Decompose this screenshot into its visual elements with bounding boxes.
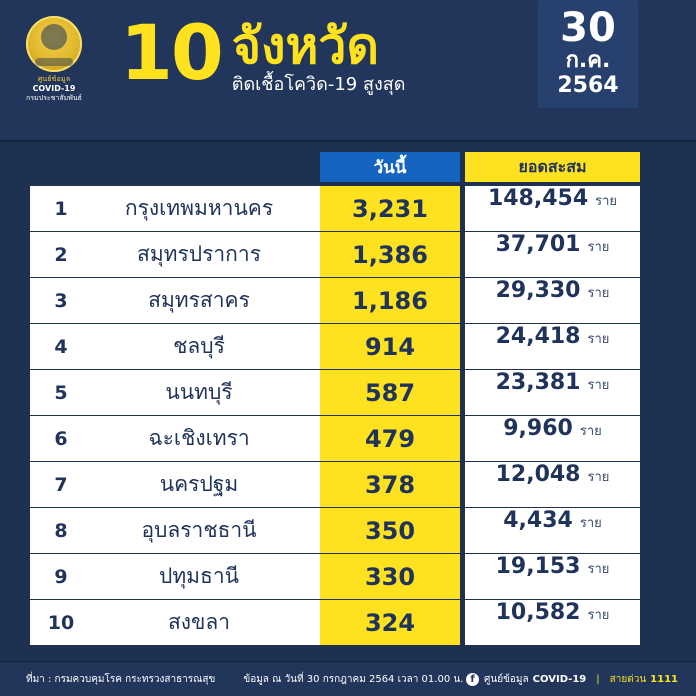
total-unit: ราย [579,424,602,439]
cell-today-cases: 1,186 [320,278,460,323]
page-title: จังหวัด [231,17,379,75]
cell-rank: 7 [30,462,92,507]
cell-rank: 3 [30,278,92,323]
cell-rank: 2 [30,232,92,277]
date-month: ก.ค. [565,48,611,73]
header [0,0,696,142]
cell-rank: 1 [30,186,92,231]
hotline-number: 1111 [650,673,678,685]
cell-total-cases [465,508,640,553]
facebook-icon[interactable]: f [466,673,479,686]
date-badge [538,0,638,108]
date-year: 2564 [557,73,619,98]
facebook-label: ศูนย์ข้อมูล [484,673,529,685]
total-unit: ราย [587,378,610,393]
logo-block [12,16,96,103]
garuda-emblem-icon [26,16,82,72]
cell-rank: 8 [30,508,92,553]
total-value: 12,048 [495,462,581,487]
cell-total-cases [465,600,640,645]
total-unit: ราย [579,516,602,531]
cell-total-cases [465,186,640,231]
table-row [30,324,666,369]
total-value: 9,960 [503,416,573,441]
logo-line2: COVID-19 [32,84,76,93]
total-value: 24,418 [495,324,581,349]
footer [0,661,696,696]
cell-total-cases [465,370,640,415]
table-body [30,186,666,645]
cell-today-cases: 350 [320,508,460,553]
cell-rank: 5 [30,370,92,415]
table-row [30,186,666,231]
total-unit: ราย [595,194,618,209]
table-row [30,416,666,461]
cell-province-name: อุบลราชธานี [92,508,320,553]
table-row [30,232,666,277]
cell-rank: 6 [30,416,92,461]
cell-today-cases: 914 [320,324,460,369]
total-value: 37,701 [495,232,581,257]
cell-province-name: ฉะเชิงเทรา [92,416,320,461]
total-value: 10,582 [495,600,581,625]
total-unit: ราย [587,286,610,301]
cell-today-cases: 479 [320,416,460,461]
cell-province-name: ปทุมธานี [92,554,320,599]
footer-data-time: ข้อมูล ณ วันที่ 30 กรกฎาคม 2564 เวลา 01.00 น. [243,673,464,685]
cell-today-cases: 330 [320,554,460,599]
cell-total-cases [465,554,640,599]
cell-total-cases [465,232,640,277]
total-unit: ราย [587,562,610,577]
cell-province-name: สงขลา [92,600,320,645]
cell-province-name: สมุทรปราการ [92,232,320,277]
cell-province-name: นครปฐม [92,462,320,507]
footer-contacts [466,672,678,687]
cell-rank: 9 [30,554,92,599]
column-header-today: วันนี้ [320,152,460,182]
cell-total-cases [465,462,640,507]
logo-line1: ศูนย์ข้อมูล [37,75,71,83]
total-value: 148,454 [487,186,589,211]
total-unit: ราย [587,240,610,255]
footer-separator: | [596,673,600,685]
page-subtitle: ติดเชื้อโควิด-19 สูงสุด [231,74,406,95]
footer-source: ที่มา : กรมควบคุมโรค กระทรวงสาธารณสุข [26,673,216,685]
cell-total-cases [465,324,640,369]
total-unit: ราย [587,332,610,347]
cell-province-name: ชลบุรี [92,324,320,369]
table-header-row [320,152,666,182]
total-value: 29,330 [495,278,581,303]
cell-total-cases [465,416,640,461]
table-row [30,278,666,323]
logo-line3: กรมประชาสัมพันธ์ [26,94,82,102]
hotline-label: สายด่วน [609,673,647,685]
cell-rank: 4 [30,324,92,369]
table-row [30,554,666,599]
table-row [30,462,666,507]
total-unit: ราย [587,608,610,623]
cell-province-name: กรุงเทพมหานคร [92,186,320,231]
total-value: 4,434 [503,508,573,533]
total-unit: ราย [587,470,610,485]
table-row [30,370,666,415]
cell-today-cases: 587 [320,370,460,415]
column-header-total: ยอดสะสม [465,152,640,182]
cell-today-cases: 378 [320,462,460,507]
table-row [30,600,666,645]
headline-number: 10 [120,8,222,97]
total-value: 23,381 [495,370,581,395]
cell-total-cases [465,278,640,323]
table-row [30,508,666,553]
ranking-table [0,142,696,645]
cell-today-cases: 3,231 [320,186,460,231]
cell-province-name: นนทบุรี [92,370,320,415]
date-day: 30 [560,5,616,51]
total-value: 19,153 [495,554,581,579]
facebook-page-name: COVID-19 [532,673,587,685]
title-block [120,8,510,97]
cell-rank: 10 [30,600,92,645]
cell-province-name: สมุทรสาคร [92,278,320,323]
cell-today-cases: 324 [320,600,460,645]
cell-today-cases: 1,386 [320,232,460,277]
